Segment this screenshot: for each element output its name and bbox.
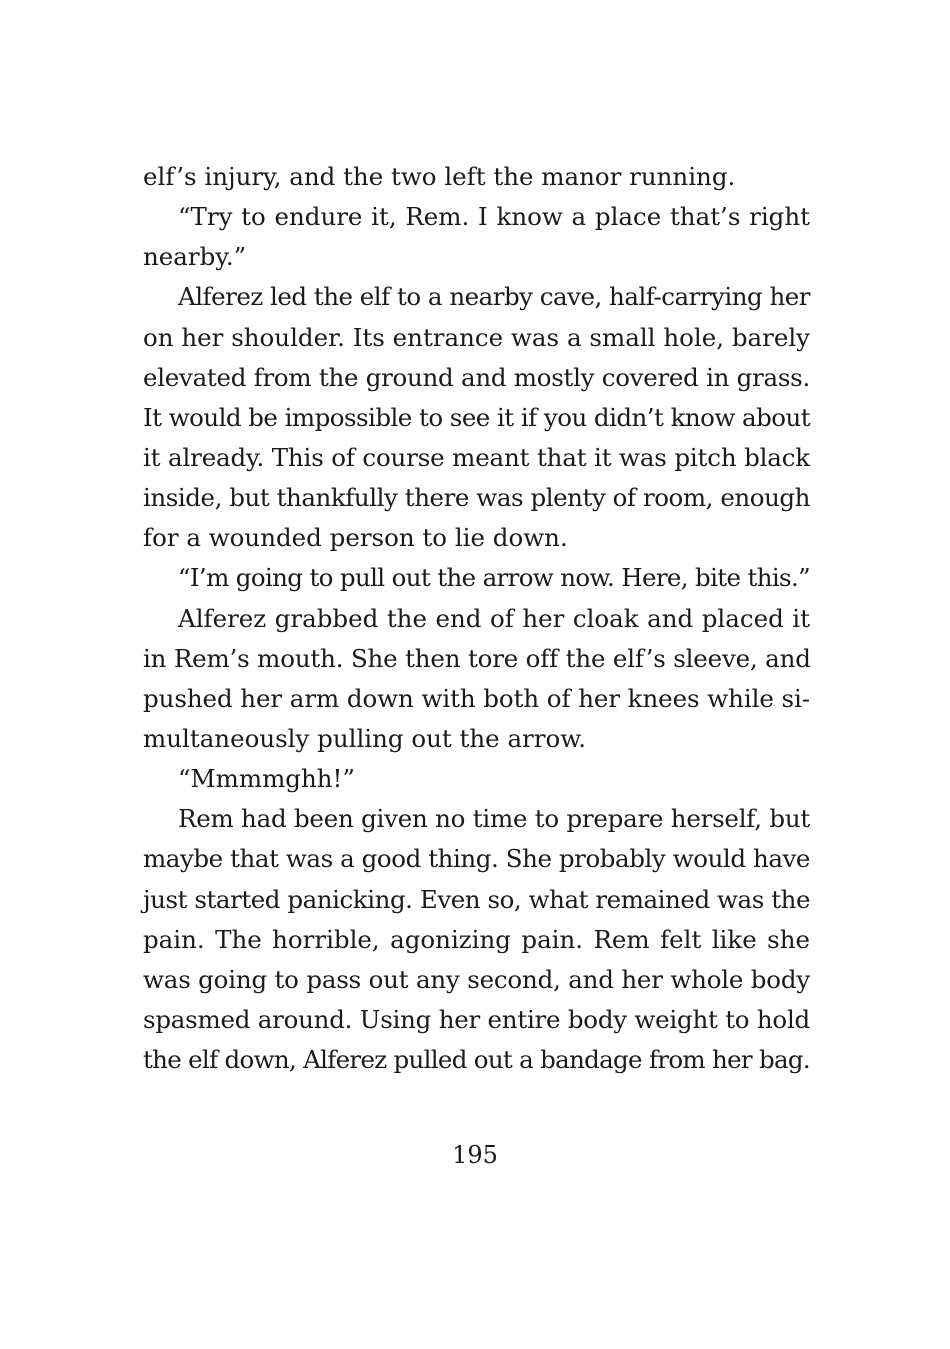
text-line: the elf down, Alferez pulled out a bandage from her bag. [143, 1045, 810, 1075]
page-number: 195 [452, 1141, 498, 1169]
text-line: pain. The horrible, agonizing pain. Rem felt like she [143, 924, 810, 954]
text-line: maybe that was a good thing. She probably would have [143, 844, 810, 874]
text-line: It would be impossible to see it if you didn’t know about [143, 402, 810, 432]
text-line: multaneously pulling out the arrow. [143, 723, 587, 753]
text-line: was going to pass out any second, and her whole body [143, 964, 810, 994]
text-line: “I’m going to pull out the arrow now. Here, bite this.” [178, 563, 810, 593]
text-line: elf’s injury, and the two left the manor running. [143, 162, 736, 191]
text-line: inside, but thankfully there was plenty of room, enough [143, 483, 810, 513]
text-line: Rem had been given no time to prepare herself, but [178, 804, 810, 834]
text-line: spasmed around. Using her entire body weight to hold [143, 1004, 810, 1034]
text-line: it already. This of course meant that it was pitch black [143, 442, 810, 472]
text-line: for a wounded person to lie down. [143, 523, 568, 553]
text-line: on her shoulder. Its entrance was a small hole, barely [143, 322, 810, 352]
text-line: Alferez grabbed the end of her cloak and placed it [178, 603, 810, 633]
text-line: just started panicking. Even so, what remained was the [143, 884, 810, 914]
text-line: Alferez led the elf to a nearby cave, half-carrying her [178, 282, 811, 312]
text-line: pushed her arm down with both of her knees while si- [143, 683, 810, 713]
text-line: in Rem’s mouth. She then tore off the elf’s sleeve, and [143, 643, 811, 673]
body-text [143, 157, 810, 1080]
text-line: “Try to endure it, Rem. I know a place that’s right [178, 202, 810, 232]
text-line: elevated from the ground and mostly covered in grass. [143, 362, 810, 392]
text-line: nearby.” [143, 242, 247, 272]
text-line: “Mmmmghh!” [178, 764, 355, 794]
